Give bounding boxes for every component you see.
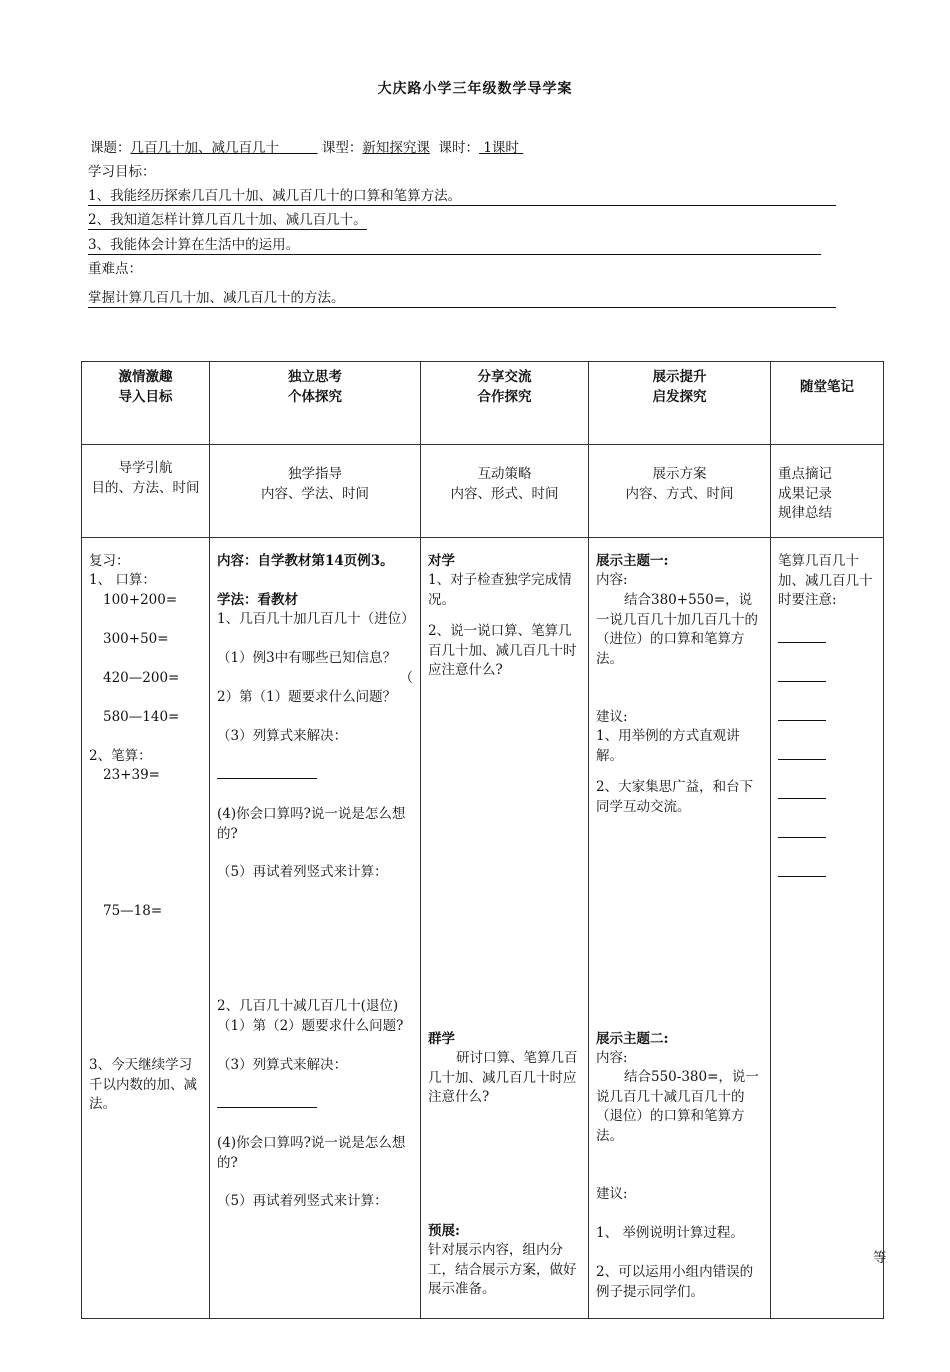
self-study-content: 内容：自学教材第14页例3。 <box>217 553 394 569</box>
subheader-col-5: 重点摘记 成果记录 规律总结 <box>771 445 884 538</box>
review-label: 复习： <box>89 553 130 569</box>
subheader-row <box>82 445 884 538</box>
notes-prompt: 笔算几百几十加、减几百几十时要注意: <box>778 553 873 608</box>
content-col-3 <box>421 538 589 1319</box>
note-blank-7[interactable] <box>778 864 876 884</box>
topic-1-title: 展示主题一: <box>596 553 669 569</box>
key-label: 重难点： <box>88 261 142 277</box>
oral-1: 100+200= <box>103 592 178 608</box>
study-plan-table <box>81 361 884 1319</box>
note-blank-2[interactable] <box>778 669 876 689</box>
part2-q4: (4)你会口算吗?说一说是怎么想的? <box>217 1135 406 1171</box>
header-col-3: 分享交流 合作探究 <box>421 362 589 445</box>
part1-q5: （5）再试着列竖式来计算： <box>217 864 388 880</box>
oral-2: 300+50= <box>103 631 169 647</box>
goals-label: 学习目标： <box>88 164 156 180</box>
group-study-1: 研讨口算、笔算几百几十加、减几百几十时应注意什么? <box>428 1050 578 1105</box>
topic-2-title: 展示主题二: <box>596 1031 669 1047</box>
preview-1: 针对展示内容，组内分工，结合展示方案，做好展示准备。 <box>428 1242 577 1297</box>
self-study-method: 学法：看教材 <box>217 592 298 608</box>
topic-2-suggest-2: 2、可以运用小组内错误的例子提示同学们。 <box>596 1264 754 1300</box>
topic-2-suggest-1: 1、 举例说明计算过程。 <box>596 1225 744 1241</box>
written-label: 2、笔算： <box>89 748 152 764</box>
pair-study-2: 2、说一说口算、笔算几百几十加、减几百几十时应注意什么? <box>428 623 577 678</box>
topic-1-suggest-2: 2、大家集思广益，和台下同学互动交流。 <box>596 779 754 815</box>
header-col-4: 展示提升 启发探究 <box>589 362 771 445</box>
topic-1-suggest-1: 1、用举例的方式直观讲解。 <box>596 728 740 764</box>
type-label: 课型： <box>321 140 363 156</box>
oral-4: 580—140= <box>103 709 180 725</box>
subheader-col-1: 导学引航 目的、方法、时间 <box>82 445 210 538</box>
note-blank-1[interactable] <box>778 630 876 650</box>
subheader-col-2: 独学指导 内容、学法、时间 <box>210 445 421 538</box>
content-col-4 <box>589 538 771 1319</box>
preview-title: 预展: <box>428 1223 460 1239</box>
part1-q4: (4)你会口算吗?说一说是怎么想的? <box>217 806 406 842</box>
header-col-1: 激情激趣 导入目标 <box>82 362 210 445</box>
part2-q3: （3）列算式来解决： <box>217 1057 348 1073</box>
content-col-1 <box>82 538 210 1319</box>
part1-q1: （1）例3中有哪些已知信息？ <box>217 650 397 666</box>
written-1: 23+39= <box>103 767 160 783</box>
group-study-title: 群学 <box>428 1031 455 1047</box>
goal-3: 3、我能体会计算在生活中的运用。 <box>88 233 821 255</box>
header-row <box>82 362 884 445</box>
part1-answer-blank[interactable] <box>217 766 413 786</box>
topic-value: 几百几十加、减几百几十 <box>130 140 279 156</box>
topic-2-content-label: 内容: <box>596 1050 628 1066</box>
part2-q5: （5）再试着列竖式来计算： <box>217 1193 388 1209</box>
note-blank-6[interactable] <box>778 825 876 845</box>
goal-1: 1、我能经历探索几百几十加、减几百几十的口算和笔算方法。 <box>88 184 836 206</box>
key-text: 掌握计算几百几十加、减几百几十的方法。 <box>88 286 836 308</box>
oral-3: 420—200= <box>103 670 180 686</box>
item-3: 3、今天继续学习千以内数的加、减法。 <box>89 1057 197 1112</box>
goal-2: 2、我知道怎样计算几百几十加、减几百几十。 <box>88 212 367 228</box>
hours-value: 1课时 <box>483 140 519 156</box>
pair-study-title: 对学 <box>428 553 455 569</box>
topic-1-suggest-label: 建议: <box>596 709 628 725</box>
trailing-mark: 等 <box>873 1250 887 1266</box>
part1-q2: 2）第（1）题要求什么问题？ <box>217 689 397 705</box>
pair-study-1: 1、对子检查独学完成情况。 <box>428 572 572 608</box>
lesson-meta <box>90 136 523 156</box>
part2-answer-blank[interactable] <box>217 1095 413 1115</box>
part2-q1: （1）第（2）题要求什么问题? <box>217 1018 404 1034</box>
note-blank-4[interactable] <box>778 747 876 767</box>
part2-title: 2、几百几十减几百几十(退位) <box>217 998 399 1014</box>
part1-q3: （3）列算式来解决： <box>217 728 348 744</box>
part1-title: 1、几百几十加几百几十（进位） <box>217 611 415 627</box>
type-value: 新知探究课 <box>362 140 430 156</box>
oral-label: 1、 口算： <box>89 572 156 588</box>
topic-1-content-label: 内容: <box>596 572 628 588</box>
content-col-5 <box>771 538 884 1319</box>
document-title: 大庆路小学三年级数学导学案 <box>377 81 573 97</box>
note-blank-5[interactable] <box>778 786 876 806</box>
hours-label: 课时： <box>438 140 480 156</box>
subheader-col-4: 展示方案 内容、方式、时间 <box>589 445 771 538</box>
header-col-2: 独立思考 个体探究 <box>210 362 421 445</box>
part1-q2-paren: （ <box>399 670 413 686</box>
topic-2-content: 结合550-380=，说一说几百几十减几百几十的（退位）的口算和笔算方法。 <box>596 1069 759 1144</box>
content-row <box>82 538 884 1319</box>
header-col-5: 随堂笔记 <box>771 362 884 445</box>
topic-label: 课题： <box>90 140 131 156</box>
note-blank-3[interactable] <box>778 708 876 728</box>
topic-2-suggest-label: 建议: <box>596 1186 628 1202</box>
written-2: 75—18= <box>103 903 163 919</box>
subheader-col-3: 互动策略 内容、形式、时间 <box>421 445 589 538</box>
content-col-2 <box>210 538 421 1319</box>
topic-1-content: 结合380+550=，说一说几百几十加几百几十的（进位）的口算和笔算方法。 <box>596 592 758 667</box>
